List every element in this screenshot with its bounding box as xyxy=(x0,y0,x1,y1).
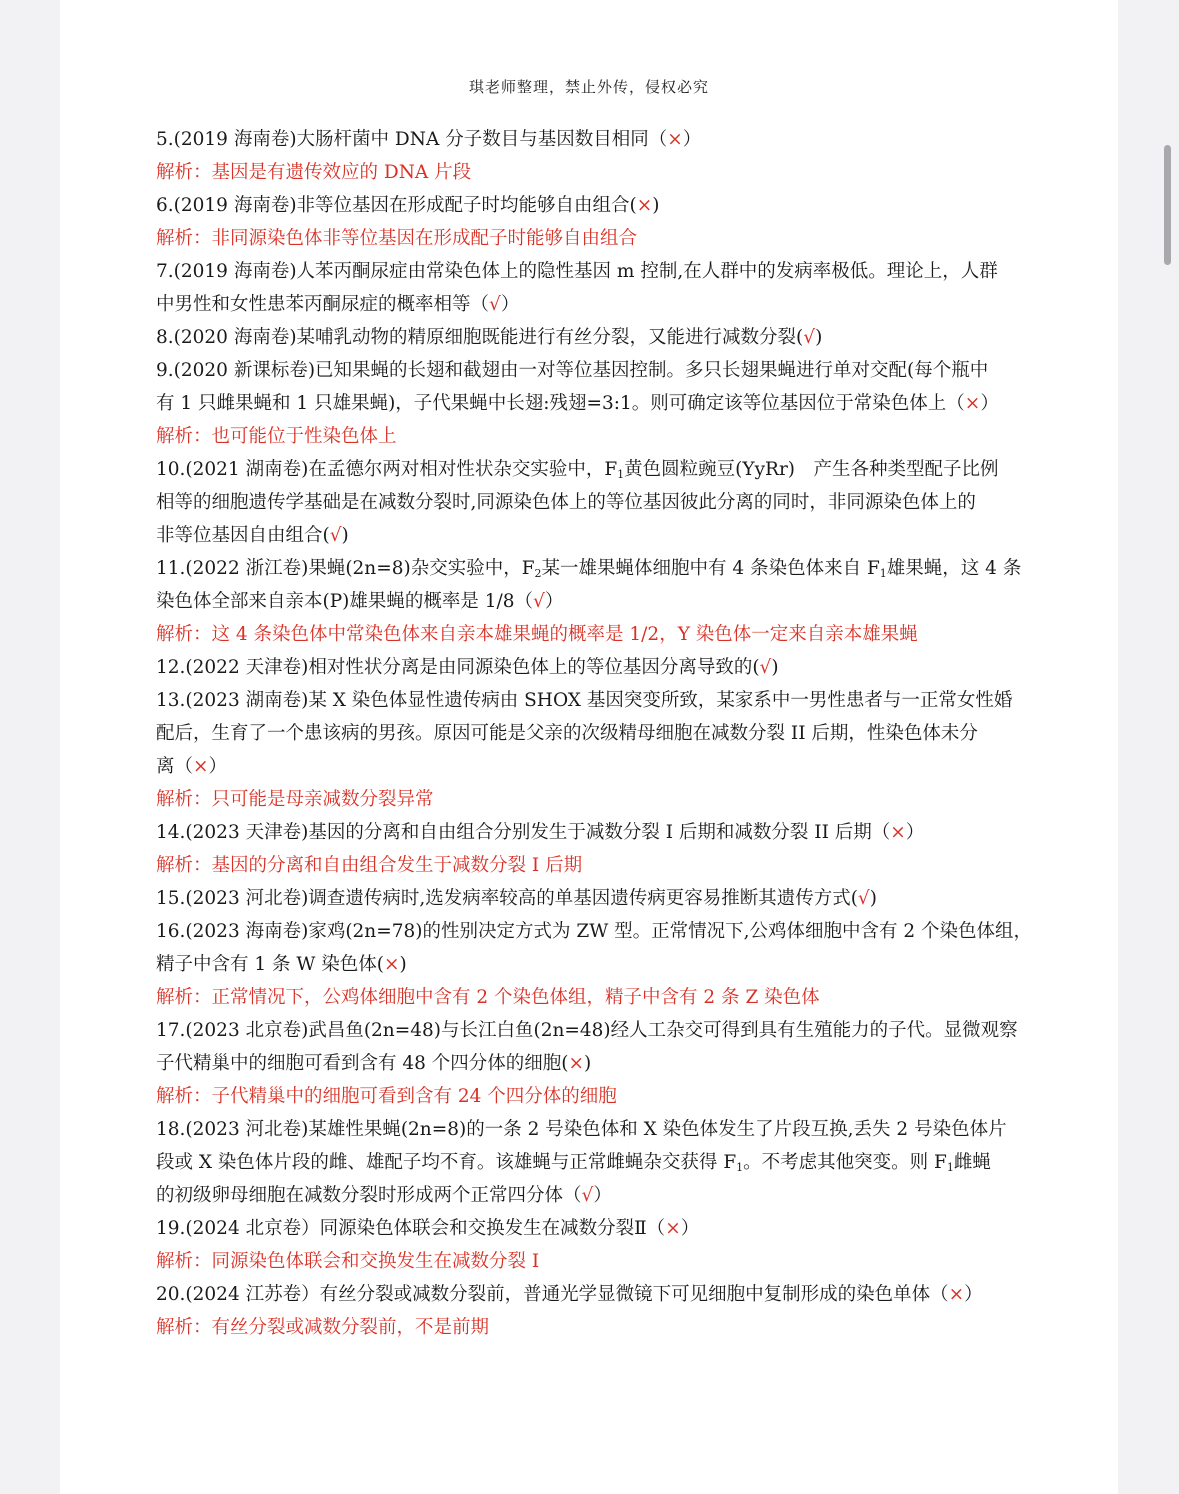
answer-mark: √ xyxy=(489,294,501,315)
analysis-19: 解析：同源染色体联会和交换发生在减数分裂 I xyxy=(156,1251,540,1272)
question-18-line-2: 段或 X 染色体片段的雌、雄配子均不育。该雄蝇与正常雌蝇杂交获得 $F_1$。不考虑其他突变。则 $F_1$雌蝇 xyxy=(156,1152,991,1174)
answer-mark: √ xyxy=(581,1185,594,1206)
question-13-line-2: 配后，生育了一个患该病的男孩。原因可能是父亲的次级精母细胞在减数分裂 II 后期，性染色体未分 xyxy=(156,723,978,744)
answer-mark: √ xyxy=(329,525,342,546)
answer-mark: × xyxy=(665,1218,681,1239)
question-10-line-2: 相等的细胞遗传学基础是在减数分裂时,同源染色体上的等位基因彼此分离的同时，非同源染色体上的 xyxy=(156,492,976,513)
question-13-line-3: 离（×） xyxy=(156,756,228,777)
question-16-line-2: 精子中含有 1 条 W 染色体(×) xyxy=(156,954,407,975)
question-6: 6.(2019 海南卷)非等位基因在形成配子时均能够自由组合(×) xyxy=(156,195,660,216)
answer-mark: × xyxy=(667,129,683,150)
analysis-11: 解析：这 4 条染色体中常染色体来自亲本雄果蝇的概率是 1/2，Y 染色体一定来自亲本雄果蝇 xyxy=(156,624,918,645)
scrollbar[interactable] xyxy=(1164,145,1171,265)
question-10-line-1: 10.(2021 湖南卷)在孟德尔两对相对性状杂交实验中，$F_1$黄色圆粒豌豆(YyRr) 产生各种类型配子比例 xyxy=(156,459,999,481)
answer-mark: √ xyxy=(857,888,870,909)
analysis-6: 解析：非同源染色体非等位基因在形成配子时能够自由组合 xyxy=(156,228,638,249)
question-20: 20.(2024 江苏卷）有丝分裂或减数分裂前，普通光学显微镜下可见细胞中复制形成的染色单体（×） xyxy=(156,1284,983,1305)
answer-mark: × xyxy=(948,1284,965,1305)
question-11-line-1: 11.(2022 浙江卷)果蝇(2n=8)杂交实验中，$F_2$某一雄果蝇体细胞中有 4 条染色体来自 $F_1$雄果蝇，这 4 条 xyxy=(156,558,1022,580)
answer-mark: × xyxy=(964,393,981,414)
answer-mark: × xyxy=(636,195,653,216)
question-15: 15.(2023 河北卷)调查遗传病时,选发病率较高的单基因遗传病更容易推断其遗传方式(√) xyxy=(156,888,877,909)
analysis-17: 解析：子代精巢中的细胞可看到含有 24 个四分体的细胞 xyxy=(156,1086,617,1107)
analysis-5: 解析：基因是有遗传效应的 DNA 片段 xyxy=(156,162,472,183)
question-8: 8.(2020 海南卷)某哺乳动物的精原细胞既能进行有丝分裂，又能进行减数分裂(√) xyxy=(156,327,823,348)
question-16-line-1: 16.(2023 海南卷)家鸡(2n=78)的性别决定方式为 ZW 型。正常情况下,公鸡体细胞中含有 2 个染色体组， xyxy=(156,921,1033,942)
analysis-14: 解析：基因的分离和自由组合发生于减数分裂 I 后期 xyxy=(156,855,583,876)
question-5: 5.(2019 海南卷)大肠杆菌中 DNA 分子数目与基因数目相同（×） xyxy=(156,129,702,150)
question-7-line-1: 7.(2019 海南卷)人苯丙酮尿症由常染色体上的隐性基因 m 控制,在人群中的发病率极低。理论上，人群 xyxy=(156,261,998,282)
question-18-line-3: 的初级卵母细胞在减数分裂时形成两个正常四分体（√） xyxy=(156,1185,612,1206)
analysis-16: 解析：正常情况下，公鸡体细胞中含有 2 个染色体组，精子中含有 2 条 Z 染色体 xyxy=(156,987,820,1008)
analysis-9: 解析：也可能位于性染色体上 xyxy=(156,426,397,447)
answer-mark: √ xyxy=(533,591,545,612)
question-13-line-1: 13.(2023 湖南卷)某 X 染色体显性遗传病由 SHOX 基因突变所致，某家系中一男性患者与一正常女性婚 xyxy=(156,690,1013,711)
question-18-line-1: 18.(2023 河北卷)某雄性果蝇(2n=8)的一条 2 号染色体和 X 染色体发生了片段互换,丢失 2 号染色体片 xyxy=(156,1119,1007,1140)
question-list xyxy=(156,123,1033,1344)
question-12: 12.(2022 天津卷)相对性状分离是由同源染色体上的等位基因分离导致的(√) xyxy=(156,657,779,678)
question-9-line-2: 有 1 只雌果蝇和 1 只雄果蝇)，子代果蝇中长翅:残翅=3:1。则可确定该等位基因位于常染色体上（×） xyxy=(156,393,999,414)
question-11-line-2: 染色体全部来自亲本(P)雄果蝇的概率是 1/8（√） xyxy=(156,591,564,612)
answer-mark: × xyxy=(890,822,906,843)
question-9-line-1: 9.(2020 新课标卷)已知果蝇的长翅和截翅由一对等位基因控制。多只长翅果蝇进行单对交配(每个瓶中 xyxy=(156,360,989,381)
answer-mark: × xyxy=(384,954,400,975)
answer-mark: √ xyxy=(759,657,772,678)
question-10-line-3: 非等位基因自由组合(√) xyxy=(156,525,349,546)
question-17-line-1: 17.(2023 北京卷)武昌鱼(2n=48)与长江白鱼(2n=48)经人工杂交可得到具有生殖能力的子代。显微观察 xyxy=(156,1020,1018,1041)
question-17-line-2: 子代精巢中的细胞可看到含有 48 个四分体的细胞(×) xyxy=(156,1053,592,1074)
answer-mark: × xyxy=(568,1053,585,1074)
question-19: 19.(2024 北京卷）同源染色体联会和交换发生在减数分裂Ⅱ（×） xyxy=(156,1218,700,1239)
answer-mark: √ xyxy=(803,327,816,348)
document-page xyxy=(60,0,1118,1494)
analysis-20: 解析：有丝分裂或减数分裂前，不是前期 xyxy=(156,1317,490,1338)
page-header: 琪老师整理，禁止外传，侵权必究 xyxy=(468,78,709,96)
analysis-13: 解析：只可能是母亲减数分裂异常 xyxy=(156,789,434,810)
answer-mark: × xyxy=(193,756,209,777)
question-7-line-2: 中男性和女性患苯丙酮尿症的概率相等（√） xyxy=(156,294,520,315)
question-14: 14.(2023 天津卷)基因的分离和自由组合分别发生于减数分裂 I 后期和减数分裂 II 后期（×） xyxy=(156,822,925,843)
